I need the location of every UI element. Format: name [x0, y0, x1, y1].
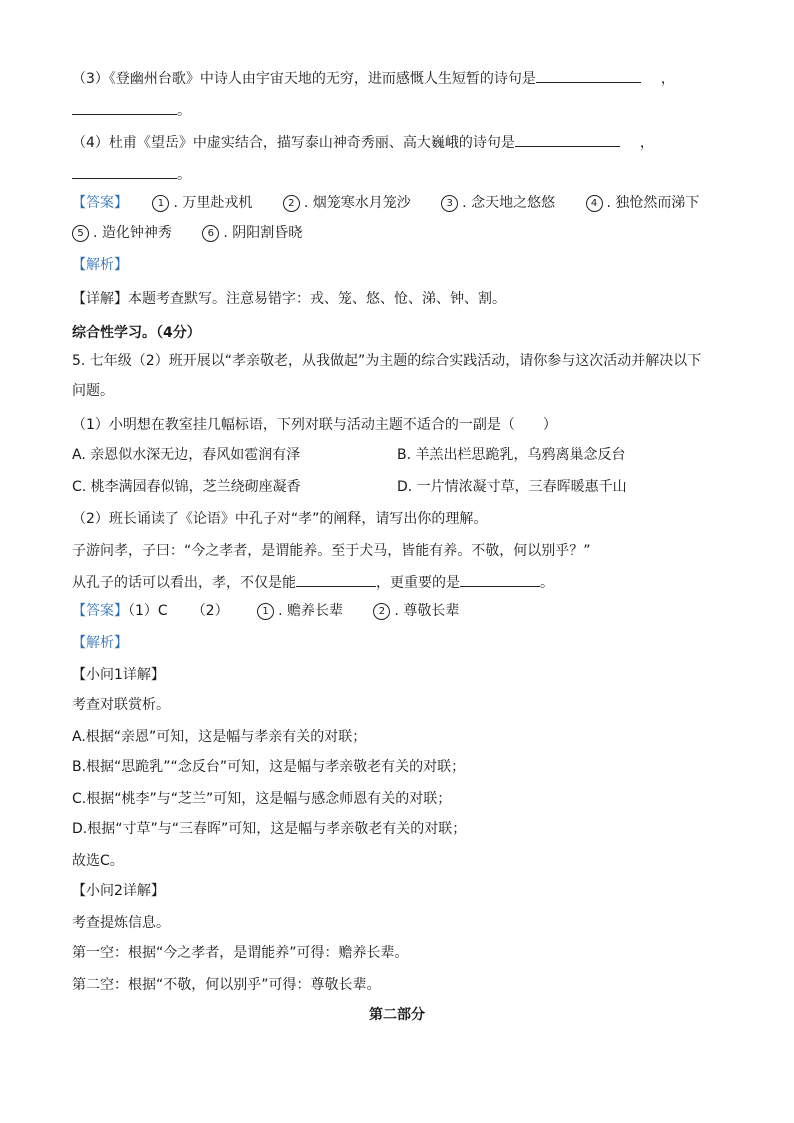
answer-item [586, 192, 700, 214]
answer-blank [72, 162, 177, 179]
question-5-text: 问题。 [72, 383, 114, 399]
answer-1-row-1 [72, 192, 734, 214]
answer-text: . 尊敬长辈 [394, 603, 460, 619]
answer-blank [460, 570, 540, 587]
answer-part-1: （1）C [128, 603, 168, 619]
sub-2-intro [72, 912, 734, 934]
answer-item [72, 222, 172, 244]
sub-detail-heading: 【小问1详解】 [72, 667, 165, 683]
answer-part-2: （2） [191, 603, 229, 619]
answer-item [257, 600, 343, 622]
fill-text: ，更重要的是 [376, 575, 460, 591]
option-d: D. 一片情浓凝寸草，三春晖暖惠千山 [397, 479, 627, 495]
part-title-text: 第二部分 [369, 1007, 425, 1023]
comma: ， [660, 71, 675, 87]
question-4-text: （4）杜甫《望岳》中虚实结合，描写泰山神奇秀丽、高大巍峨的诗句是 [72, 135, 515, 151]
fill-text: 从孔子的话可以看出，孝，不仅是能 [72, 575, 296, 591]
period: 。 [540, 575, 554, 591]
detail-1 [72, 288, 734, 310]
answer-1-row-2 [72, 222, 734, 244]
answer-blank [296, 570, 376, 587]
answer-blank [72, 98, 177, 115]
detail-text: 【详解】本题考查默写。注意易错字：戎、笼、悠、怆、涕、钟、割。 [72, 291, 506, 307]
analysis-label: 【解析】 [72, 257, 128, 273]
sub-1-head [72, 664, 734, 686]
question-3-continued [72, 98, 734, 120]
circled-number: 1 [257, 603, 274, 620]
answer-label: 【答案】 [72, 195, 128, 211]
comma: ， [639, 135, 654, 151]
analysis-text: D.根据“寸草”与“三春晖”可知，这是幅与孝亲敬老有关的对联； [72, 821, 467, 837]
analysis-text: B.根据“思跪乳”“念反台”可知，这是幅与孝亲敬老有关的对联； [72, 759, 466, 775]
question-4 [72, 130, 734, 152]
fill-in-line [72, 570, 734, 592]
question-3 [72, 66, 734, 88]
sub-question-text: （1）小明想在教室挂几幅标语，下列对联与活动主题不适合的一副是（ ） [72, 417, 557, 433]
circled-number: 5 [72, 225, 89, 242]
blank-2-explanation [72, 974, 734, 996]
question-4-continued [72, 162, 734, 184]
answer-text: . 造化钟神秀 [93, 225, 172, 241]
choice-line [72, 850, 734, 872]
analysis-2-label [72, 632, 734, 654]
blank-1-explanation [72, 942, 734, 964]
option-c: C. 桃李满园春似锦，芝兰绕砌座凝香 [72, 479, 301, 495]
part-title [0, 1004, 794, 1026]
answer-blank [515, 130, 620, 147]
answer-2 [72, 600, 734, 622]
analysis-text: 第一空：根据“今之孝者，是谓能养”可得：赡养长辈。 [72, 945, 409, 961]
answer-blank [536, 66, 641, 83]
options-row-1 [72, 444, 734, 466]
question-5-line-1 [72, 350, 734, 372]
circled-number: 2 [283, 195, 300, 212]
analysis-text: 考查对联赏析。 [72, 697, 170, 713]
answer-text: . 念天地之悠悠 [462, 195, 556, 211]
section-title [72, 322, 734, 344]
analysis-text: 故选C。 [72, 853, 124, 869]
answer-item [202, 222, 302, 244]
circled-number: 6 [202, 225, 219, 242]
option-b: B. 羊羔出栏思跪乳，乌鸦离巢念反台 [397, 447, 626, 463]
sub-detail-heading: 【小问2详解】 [72, 883, 165, 899]
analysis-text: 第二空：根据“不敬，何以别乎”可得：尊敬长辈。 [72, 977, 381, 993]
period: 。 [177, 167, 191, 183]
answer-text: . 烟笼寒水月笼沙 [303, 195, 411, 211]
answer-text: . 赡养长辈 [278, 603, 343, 619]
analysis-text: A.根据“亲恩”可知，这是幅与孝亲有关的对联； [72, 729, 367, 745]
circled-number: 1 [152, 195, 169, 212]
answer-item [373, 600, 459, 622]
answer-text: . 万里赴戎机 [173, 195, 253, 211]
analysis-label: 【解析】 [72, 635, 128, 651]
answer-item [283, 192, 411, 214]
answer-item [441, 192, 555, 214]
question-5-line-2 [72, 380, 734, 402]
section-title-text: 综合性学习。（4分） [72, 325, 201, 341]
sub-1-intro [72, 694, 734, 716]
sub-question-text: （2）班长诵读了《论语》中孔子对“孝”的阐释，请写出你的理解。 [72, 511, 488, 527]
options-row-2 [72, 476, 734, 498]
question-5-text: 5. 七年级（2）班开展以“孝亲敬老，从我做起”为主题的综合实践活动，请你参与这次活动并解决以下 [72, 353, 702, 369]
analysis-text: 考查提炼信息。 [72, 915, 170, 931]
analysis-text: C.根据“桃李”与“芝兰”可知，这是幅与感念师恩有关的对联； [72, 791, 452, 807]
analysis-c [72, 788, 734, 810]
period: 。 [177, 103, 191, 119]
answer-text: . 阴阳割昏晓 [223, 225, 303, 241]
circled-number: 2 [373, 603, 390, 620]
analysis-a [72, 726, 734, 748]
answer-text: . 独怆然而涕下 [606, 195, 700, 211]
analects-quote [72, 540, 734, 562]
circled-number: 3 [441, 195, 458, 212]
question-3-text: （3）《登幽州台歌》中诗人由宇宙天地的无穷，进而感慨人生短暂的诗句是 [72, 71, 536, 87]
analysis-1-label [72, 254, 734, 276]
circled-number: 4 [586, 195, 603, 212]
option-a: A. 亲恩似水深无边，春风如雹润有泽 [72, 447, 301, 463]
analysis-d [72, 818, 734, 840]
question-5-sub-1 [72, 414, 734, 436]
sub-2-head [72, 880, 734, 902]
answer-item [152, 192, 252, 214]
analysis-b [72, 756, 734, 778]
answer-label: 【答案】 [72, 603, 128, 619]
question-5-sub-2 [72, 508, 734, 530]
quote-text: 子游问孝，子曰：“今之孝者，是谓能养。至于犬马，皆能有养。不敬，何以别乎？” [72, 543, 591, 559]
